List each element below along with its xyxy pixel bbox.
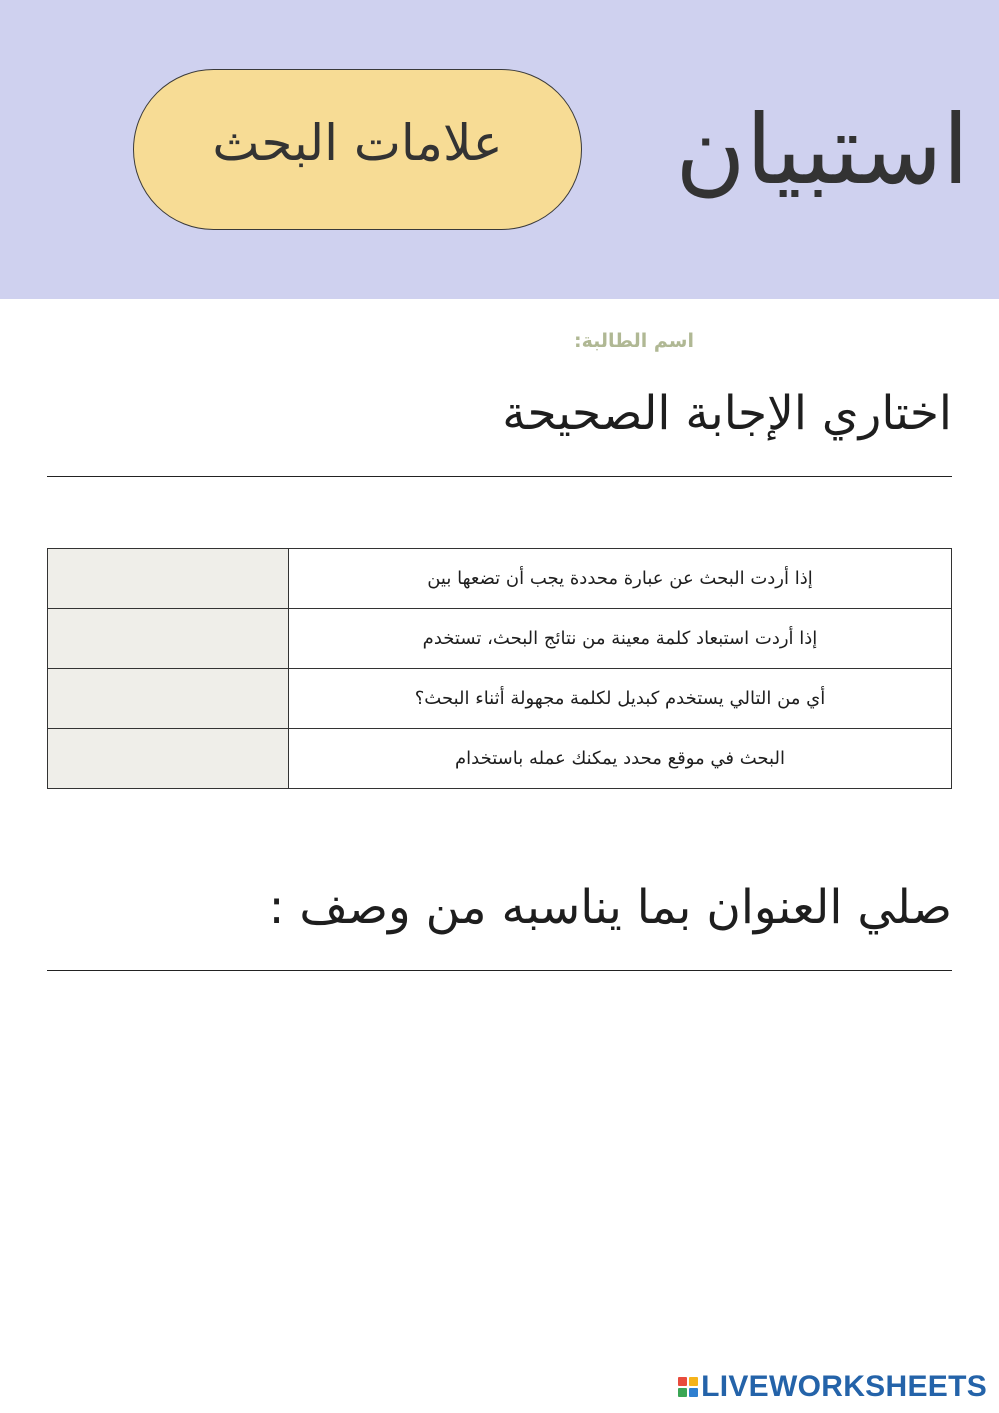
question-text: إذا أردت البحث عن عبارة محددة يجب أن تضعها بين xyxy=(289,549,952,609)
question-text: إذا أردت استبعاد كلمة معينة من نتائج البحث، تستخدم xyxy=(289,609,952,669)
answer-box[interactable] xyxy=(48,669,289,729)
brand-logo-icon xyxy=(678,1377,698,1397)
logo-square xyxy=(678,1377,687,1386)
table-row xyxy=(48,669,952,729)
logo-square xyxy=(678,1388,687,1397)
topic-pill-label: علامات البحث xyxy=(212,113,503,172)
logo-square xyxy=(689,1377,698,1386)
answer-box[interactable] xyxy=(48,729,289,789)
section-1-divider xyxy=(47,476,952,477)
table-row xyxy=(48,609,952,669)
question-text: أي من التالي يستخدم كبديل لكلمة مجهولة أثناء البحث؟ xyxy=(289,669,952,729)
logo-square xyxy=(689,1388,698,1397)
section-2-divider xyxy=(47,970,952,971)
student-name-label: اسم الطالبة: xyxy=(573,330,694,352)
brand-name: LIVEWORKSHEETS xyxy=(701,1370,987,1403)
table-row xyxy=(48,549,952,609)
questions-table xyxy=(47,548,952,789)
answer-box[interactable] xyxy=(48,609,289,669)
section-2-heading: صلي العنوان بما يناسبه من وصف : xyxy=(268,880,952,935)
brand-footer[interactable] xyxy=(678,1370,987,1404)
answer-box[interactable] xyxy=(48,549,289,609)
question-text: البحث في موقع محدد يمكنك عمله باستخدام xyxy=(289,729,952,789)
header-banner xyxy=(0,0,999,299)
section-1-heading: اختاري الإجابة الصحيحة xyxy=(502,386,952,441)
worksheet-title: استبيان xyxy=(675,94,969,206)
table-row xyxy=(48,729,952,789)
topic-pill xyxy=(133,69,582,230)
